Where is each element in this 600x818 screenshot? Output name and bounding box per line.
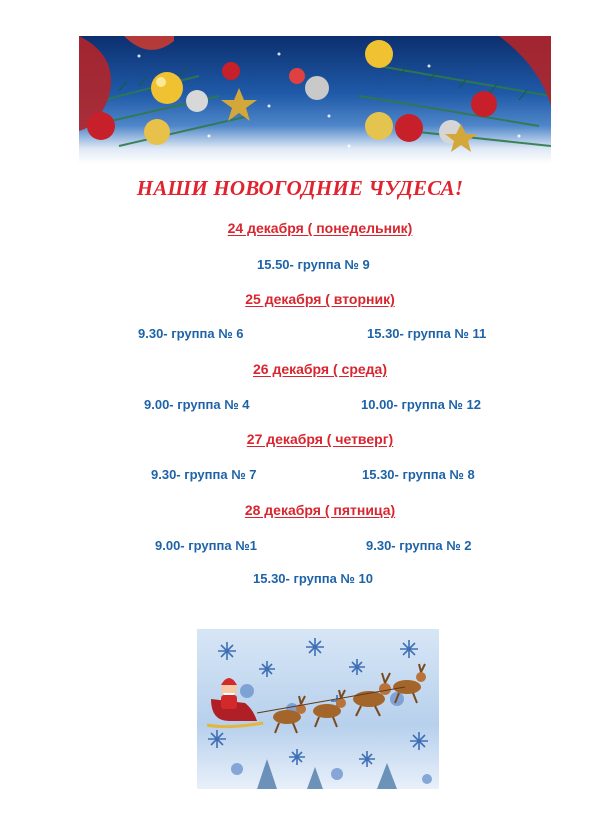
christmas-ornaments-image bbox=[79, 36, 551, 164]
day-heading: 27 декабря ( четверг) bbox=[246, 431, 394, 447]
day-heading: 25 декабря ( вторник) bbox=[245, 291, 395, 307]
slot-entry: 15.50- группа № 9 bbox=[257, 257, 370, 272]
day-heading: 26 декабря ( среда) bbox=[252, 361, 387, 377]
day-heading: 24 декабря ( понедельник) bbox=[227, 220, 413, 236]
page-title: НАШИ НОВОГОДНИЕ ЧУДЕСА! bbox=[136, 176, 464, 200]
slot-entry: 10.00- группа № 12 bbox=[361, 397, 481, 412]
slot-entry: 9.30- группа № 6 bbox=[138, 326, 244, 341]
day-heading: 28 декабря ( пятница) bbox=[244, 502, 396, 518]
slot-entry: 15.30- группа № 8 bbox=[362, 467, 475, 482]
slot-entry: 9.30- группа № 2 bbox=[366, 538, 472, 553]
slot-entry: 9.00- группа №1 bbox=[155, 538, 257, 553]
slot-entry: 9.30- группа № 7 bbox=[151, 467, 257, 482]
slot-entry: 15.30- группа № 10 bbox=[253, 571, 373, 586]
slot-entry: 9.00- группа № 4 bbox=[144, 397, 250, 412]
santa-sleigh-image bbox=[197, 629, 439, 789]
slot-entry: 15.30- группа № 11 bbox=[367, 326, 487, 341]
